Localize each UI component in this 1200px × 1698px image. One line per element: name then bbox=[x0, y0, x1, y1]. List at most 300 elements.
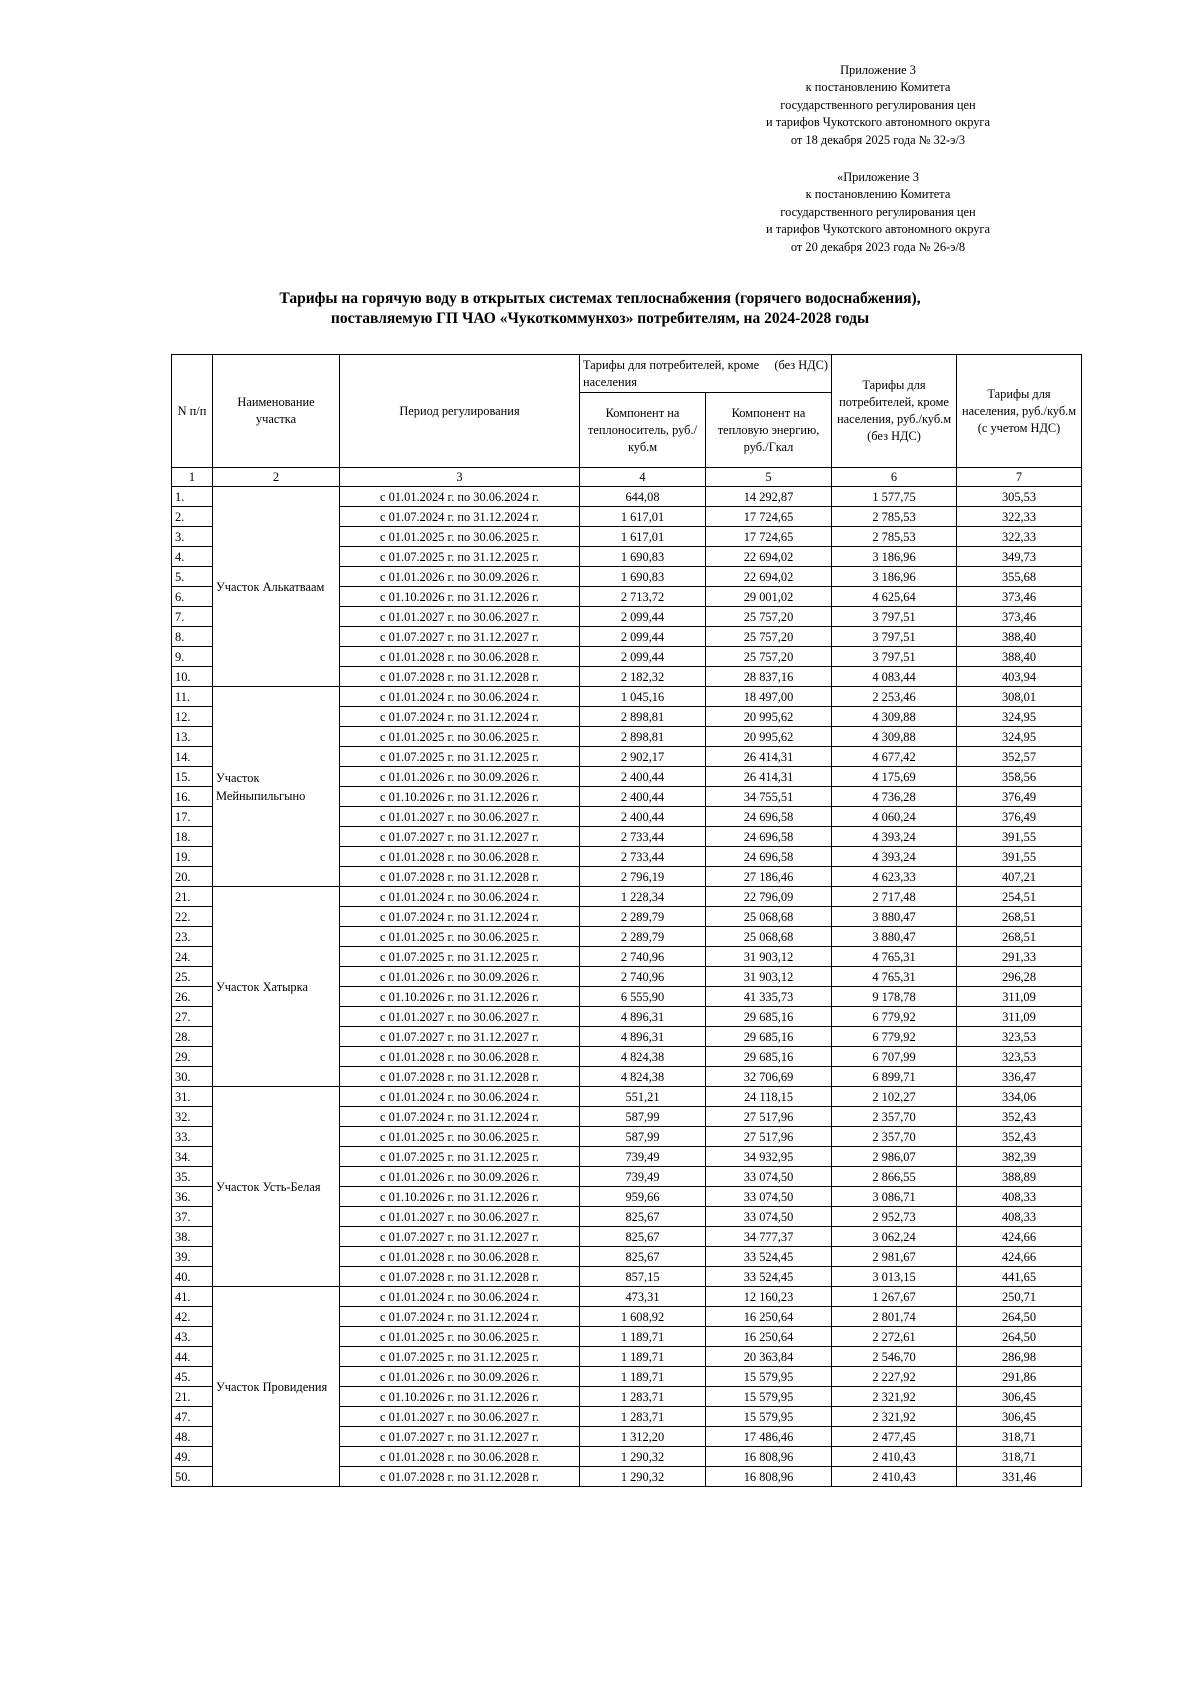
row-carrier-component: 2 400,44 bbox=[580, 787, 706, 807]
row-period: с 01.07.2028 г. по 31.12.2028 г. bbox=[340, 1067, 580, 1087]
row-population-tariff: 306,45 bbox=[957, 1387, 1082, 1407]
header-num: N п/п bbox=[172, 355, 213, 468]
row-number: 17. bbox=[172, 807, 213, 827]
row-population-tariff: 352,43 bbox=[957, 1127, 1082, 1147]
row-carrier-component: 1 290,32 bbox=[580, 1447, 706, 1467]
row-period: с 01.01.2028 г. по 30.06.2028 г. bbox=[340, 1447, 580, 1467]
row-population-tariff: 331,46 bbox=[957, 1467, 1082, 1487]
row-period: с 01.01.2026 г. по 30.09.2026 г. bbox=[340, 767, 580, 787]
row-consumers-tariff: 2 357,70 bbox=[832, 1107, 957, 1127]
row-population-tariff: 391,55 bbox=[957, 847, 1082, 867]
row-carrier-component: 6 555,90 bbox=[580, 987, 706, 1007]
row-energy-component: 17 724,65 bbox=[706, 527, 832, 547]
row-period: с 01.07.2024 г. по 31.12.2024 г. bbox=[340, 1107, 580, 1127]
row-energy-component: 24 696,58 bbox=[706, 827, 832, 847]
row-period: с 01.01.2024 г. по 30.06.2024 г. bbox=[340, 687, 580, 707]
row-population-tariff: 324,95 bbox=[957, 727, 1082, 747]
row-number: 42. bbox=[172, 1307, 213, 1327]
row-energy-component: 33 074,50 bbox=[706, 1167, 832, 1187]
row-period: с 01.01.2024 г. по 30.06.2024 г. bbox=[340, 1287, 580, 1307]
row-period: с 01.07.2025 г. по 31.12.2025 г. bbox=[340, 547, 580, 567]
row-energy-component: 33 074,50 bbox=[706, 1207, 832, 1227]
row-energy-component: 33 524,45 bbox=[706, 1247, 832, 1267]
row-consumers-tariff: 4 736,28 bbox=[832, 787, 957, 807]
row-energy-component: 34 932,95 bbox=[706, 1147, 832, 1167]
row-consumers-tariff: 1 577,75 bbox=[832, 487, 957, 507]
row-number: 35. bbox=[172, 1167, 213, 1187]
row-period: с 01.07.2025 г. по 31.12.2025 г. bbox=[340, 1147, 580, 1167]
row-consumers-tariff: 3 013,15 bbox=[832, 1267, 957, 1287]
row-consumers-tariff: 2 410,43 bbox=[832, 1467, 957, 1487]
row-population-tariff: 322,33 bbox=[957, 527, 1082, 547]
column-number: 7 bbox=[957, 468, 1082, 487]
row-energy-component: 41 335,73 bbox=[706, 987, 832, 1007]
row-consumers-tariff: 2 866,55 bbox=[832, 1167, 957, 1187]
row-population-tariff: 424,66 bbox=[957, 1247, 1082, 1267]
row-consumers-tariff: 4 175,69 bbox=[832, 767, 957, 787]
row-consumers-tariff: 2 801,74 bbox=[832, 1307, 957, 1327]
row-number: 25. bbox=[172, 967, 213, 987]
row-carrier-component: 2 182,32 bbox=[580, 667, 706, 687]
appendix-line: государственного регулирования цен bbox=[780, 204, 976, 219]
row-period: с 01.07.2028 г. по 31.12.2028 г. bbox=[340, 667, 580, 687]
row-period: с 01.07.2028 г. по 31.12.2028 г. bbox=[340, 1267, 580, 1287]
row-number: 5. bbox=[172, 567, 213, 587]
row-period: с 01.07.2028 г. по 31.12.2028 г. bbox=[340, 1467, 580, 1487]
row-population-tariff: 323,53 bbox=[957, 1047, 1082, 1067]
row-number: 9. bbox=[172, 647, 213, 667]
row-carrier-component: 2 099,44 bbox=[580, 627, 706, 647]
appendix-line: государственного регулирования цен bbox=[780, 97, 976, 112]
table-row bbox=[172, 887, 1082, 907]
column-number: 3 bbox=[340, 468, 580, 487]
row-number: 21. bbox=[172, 1387, 213, 1407]
row-period: с 01.01.2026 г. по 30.09.2026 г. bbox=[340, 567, 580, 587]
row-period: с 01.07.2025 г. по 31.12.2025 г. bbox=[340, 747, 580, 767]
row-consumers-tariff: 2 981,67 bbox=[832, 1247, 957, 1267]
row-energy-component: 16 250,64 bbox=[706, 1327, 832, 1347]
row-consumers-tariff: 2 410,43 bbox=[832, 1447, 957, 1467]
site-name: Участок Алькатваам bbox=[213, 487, 340, 687]
row-number: 19. bbox=[172, 847, 213, 867]
appendix-line: к постановлению Комитета bbox=[805, 187, 951, 202]
row-period: с 01.01.2024 г. по 30.06.2024 г. bbox=[340, 887, 580, 907]
row-energy-component: 27 186,46 bbox=[706, 867, 832, 887]
row-energy-component: 34 777,37 bbox=[706, 1227, 832, 1247]
row-energy-component: 31 903,12 bbox=[706, 947, 832, 967]
row-number: 36. bbox=[172, 1187, 213, 1207]
row-consumers-tariff: 4 309,88 bbox=[832, 727, 957, 747]
row-population-tariff: 318,71 bbox=[957, 1427, 1082, 1447]
row-consumers-tariff: 3 062,24 bbox=[832, 1227, 957, 1247]
row-period: с 01.07.2027 г. по 31.12.2027 г. bbox=[340, 627, 580, 647]
row-consumers-tariff: 3 186,96 bbox=[832, 567, 957, 587]
row-energy-component: 16 808,96 bbox=[706, 1467, 832, 1487]
row-population-tariff: 376,49 bbox=[957, 807, 1082, 827]
row-population-tariff: 408,33 bbox=[957, 1207, 1082, 1227]
row-consumers-tariff: 4 309,88 bbox=[832, 707, 957, 727]
row-number: 29. bbox=[172, 1047, 213, 1067]
row-carrier-component: 587,99 bbox=[580, 1127, 706, 1147]
row-carrier-component: 825,67 bbox=[580, 1227, 706, 1247]
row-population-tariff: 352,43 bbox=[957, 1107, 1082, 1127]
row-number: 8. bbox=[172, 627, 213, 647]
row-period: с 01.10.2026 г. по 31.12.2026 г. bbox=[340, 987, 580, 1007]
row-carrier-component: 2 796,19 bbox=[580, 867, 706, 887]
row-energy-component: 16 250,64 bbox=[706, 1307, 832, 1327]
row-consumers-tariff: 2 227,92 bbox=[832, 1367, 957, 1387]
row-energy-component: 17 724,65 bbox=[706, 507, 832, 527]
row-number: 22. bbox=[172, 907, 213, 927]
row-period: с 01.07.2027 г. по 31.12.2027 г. bbox=[340, 1027, 580, 1047]
header-population-tariff: Тарифы для населения, руб./куб.м (с учетом НДС) bbox=[957, 355, 1082, 468]
appendix-line: и тарифов Чукотского автономного округа bbox=[765, 115, 990, 130]
row-number: 15. bbox=[172, 767, 213, 787]
row-number: 24. bbox=[172, 947, 213, 967]
row-energy-component: 25 757,20 bbox=[706, 627, 832, 647]
row-carrier-component: 1 045,16 bbox=[580, 687, 706, 707]
row-number: 39. bbox=[172, 1247, 213, 1267]
row-carrier-component: 2 289,79 bbox=[580, 927, 706, 947]
row-carrier-component: 1 290,32 bbox=[580, 1467, 706, 1487]
row-energy-component: 15 579,95 bbox=[706, 1387, 832, 1407]
row-carrier-component: 1 617,01 bbox=[580, 507, 706, 527]
row-population-tariff: 388,40 bbox=[957, 627, 1082, 647]
row-energy-component: 26 414,31 bbox=[706, 747, 832, 767]
row-number: 27. bbox=[172, 1007, 213, 1027]
row-number: 12. bbox=[172, 707, 213, 727]
row-consumers-tariff: 2 102,27 bbox=[832, 1087, 957, 1107]
row-period: с 01.10.2026 г. по 31.12.2026 г. bbox=[340, 1387, 580, 1407]
row-period: с 01.10.2026 г. по 31.12.2026 г. bbox=[340, 1187, 580, 1207]
row-population-tariff: 352,57 bbox=[957, 747, 1082, 767]
row-carrier-component: 473,31 bbox=[580, 1287, 706, 1307]
row-energy-component: 14 292,87 bbox=[706, 487, 832, 507]
row-carrier-component: 2 289,79 bbox=[580, 907, 706, 927]
row-period: с 01.01.2025 г. по 30.06.2025 г. bbox=[340, 1127, 580, 1147]
row-consumers-tariff: 2 477,45 bbox=[832, 1427, 957, 1447]
row-energy-component: 25 757,20 bbox=[706, 647, 832, 667]
table-row bbox=[172, 1087, 1082, 1107]
appendix-line: от 20 декабря 2023 года № 26-э/8 bbox=[790, 239, 966, 254]
row-population-tariff: 306,45 bbox=[957, 1407, 1082, 1427]
row-carrier-component: 2 099,44 bbox=[580, 647, 706, 667]
row-energy-component: 27 517,96 bbox=[706, 1107, 832, 1127]
row-carrier-component: 4 896,31 bbox=[580, 1027, 706, 1047]
row-energy-component: 22 694,02 bbox=[706, 547, 832, 567]
row-consumers-tariff: 3 186,96 bbox=[832, 547, 957, 567]
appendix-previous bbox=[728, 169, 1028, 256]
tariffs-table bbox=[171, 354, 1082, 1487]
row-consumers-tariff: 4 083,44 bbox=[832, 667, 957, 687]
row-consumers-tariff: 3 797,51 bbox=[832, 627, 957, 647]
appendix-current bbox=[728, 62, 1028, 149]
row-consumers-tariff: 2 272,61 bbox=[832, 1327, 957, 1347]
row-carrier-component: 551,21 bbox=[580, 1087, 706, 1107]
row-period: с 01.01.2028 г. по 30.06.2028 г. bbox=[340, 647, 580, 667]
row-carrier-component: 1 617,01 bbox=[580, 527, 706, 547]
row-population-tariff: 268,51 bbox=[957, 927, 1082, 947]
row-energy-component: 28 837,16 bbox=[706, 667, 832, 687]
row-period: с 01.01.2027 г. по 30.06.2027 г. bbox=[340, 807, 580, 827]
row-number: 7. bbox=[172, 607, 213, 627]
row-energy-component: 27 517,96 bbox=[706, 1127, 832, 1147]
column-number: 6 bbox=[832, 468, 957, 487]
row-consumers-tariff: 6 779,92 bbox=[832, 1027, 957, 1047]
row-consumers-tariff: 4 765,31 bbox=[832, 947, 957, 967]
appendix-line: от 18 декабря 2025 года № 32-э/3 bbox=[790, 132, 966, 147]
row-carrier-component: 2 733,44 bbox=[580, 827, 706, 847]
row-number: 16. bbox=[172, 787, 213, 807]
row-carrier-component: 1 228,34 bbox=[580, 887, 706, 907]
row-carrier-component: 2 400,44 bbox=[580, 767, 706, 787]
header-group-consumers bbox=[580, 355, 832, 393]
title-line-1: Тарифы на горячую воду в открытых системах теплоснабжения (горячего водоснабжения), bbox=[279, 290, 921, 307]
row-consumers-tariff: 6 779,92 bbox=[832, 1007, 957, 1027]
row-population-tariff: 291,33 bbox=[957, 947, 1082, 967]
row-population-tariff: 308,01 bbox=[957, 687, 1082, 707]
row-consumers-tariff: 4 677,42 bbox=[832, 747, 957, 767]
row-period: с 01.10.2026 г. по 31.12.2026 г. bbox=[340, 787, 580, 807]
row-carrier-component: 2 733,44 bbox=[580, 847, 706, 867]
row-population-tariff: 403,94 bbox=[957, 667, 1082, 687]
row-carrier-component: 2 898,81 bbox=[580, 727, 706, 747]
row-number: 28. bbox=[172, 1027, 213, 1047]
row-carrier-component: 2 740,96 bbox=[580, 947, 706, 967]
row-number: 31. bbox=[172, 1087, 213, 1107]
row-number: 13. bbox=[172, 727, 213, 747]
row-consumers-tariff: 2 785,53 bbox=[832, 527, 957, 547]
row-consumers-tariff: 2 785,53 bbox=[832, 507, 957, 527]
row-population-tariff: 311,09 bbox=[957, 1007, 1082, 1027]
row-carrier-component: 825,67 bbox=[580, 1247, 706, 1267]
row-energy-component: 16 808,96 bbox=[706, 1447, 832, 1467]
row-period: с 01.01.2028 г. по 30.06.2028 г. bbox=[340, 847, 580, 867]
row-period: с 01.07.2024 г. по 31.12.2024 г. bbox=[340, 707, 580, 727]
row-consumers-tariff: 3 797,51 bbox=[832, 647, 957, 667]
row-energy-component: 29 685,16 bbox=[706, 1047, 832, 1067]
row-period: с 01.01.2026 г. по 30.09.2026 г. bbox=[340, 1167, 580, 1187]
row-population-tariff: 382,39 bbox=[957, 1147, 1082, 1167]
row-population-tariff: 376,49 bbox=[957, 787, 1082, 807]
row-carrier-component: 1 690,83 bbox=[580, 567, 706, 587]
row-consumers-tariff: 2 321,92 bbox=[832, 1387, 957, 1407]
appendix-line: и тарифов Чукотского автономного округа bbox=[765, 222, 990, 237]
row-energy-component: 25 757,20 bbox=[706, 607, 832, 627]
row-consumers-tariff: 6 899,71 bbox=[832, 1067, 957, 1087]
table-row bbox=[172, 1287, 1082, 1307]
header-component-energy: Компонент на тепловую энергию, руб./Гкал bbox=[706, 393, 832, 468]
row-population-tariff: 388,89 bbox=[957, 1167, 1082, 1187]
row-energy-component: 20 995,62 bbox=[706, 727, 832, 747]
row-number: 30. bbox=[172, 1067, 213, 1087]
row-carrier-component: 4 824,38 bbox=[580, 1047, 706, 1067]
row-number: 21. bbox=[172, 887, 213, 907]
row-energy-component: 15 579,95 bbox=[706, 1407, 832, 1427]
row-carrier-component: 1 283,71 bbox=[580, 1387, 706, 1407]
row-consumers-tariff: 3 880,47 bbox=[832, 927, 957, 947]
row-period: с 01.01.2028 г. по 30.06.2028 г. bbox=[340, 1047, 580, 1067]
row-energy-component: 24 118,15 bbox=[706, 1087, 832, 1107]
row-number: 48. bbox=[172, 1427, 213, 1447]
row-period: с 01.01.2024 г. по 30.06.2024 г. bbox=[340, 487, 580, 507]
row-period: с 01.01.2026 г. по 30.09.2026 г. bbox=[340, 967, 580, 987]
row-carrier-component: 1 608,92 bbox=[580, 1307, 706, 1327]
row-consumers-tariff: 4 625,64 bbox=[832, 587, 957, 607]
row-population-tariff: 424,66 bbox=[957, 1227, 1082, 1247]
row-period: с 01.07.2028 г. по 31.12.2028 г. bbox=[340, 867, 580, 887]
row-carrier-component: 2 898,81 bbox=[580, 707, 706, 727]
row-carrier-component: 1 189,71 bbox=[580, 1327, 706, 1347]
row-number: 40. bbox=[172, 1267, 213, 1287]
row-carrier-component: 2 400,44 bbox=[580, 807, 706, 827]
row-period: с 01.01.2027 г. по 30.06.2027 г. bbox=[340, 1207, 580, 1227]
row-period: с 01.01.2025 г. по 30.06.2025 г. bbox=[340, 927, 580, 947]
row-carrier-component: 1 283,71 bbox=[580, 1407, 706, 1427]
row-number: 34. bbox=[172, 1147, 213, 1167]
row-period: с 01.07.2025 г. по 31.12.2025 г. bbox=[340, 1347, 580, 1367]
row-carrier-component: 857,15 bbox=[580, 1267, 706, 1287]
row-population-tariff: 336,47 bbox=[957, 1067, 1082, 1087]
title-line-2: поставляемую ГП ЧАО «Чукоткоммунхоз» потребителям, на 2024-2028 годы bbox=[330, 310, 870, 327]
row-carrier-component: 739,49 bbox=[580, 1147, 706, 1167]
row-population-tariff: 291,86 bbox=[957, 1367, 1082, 1387]
row-number: 1. bbox=[172, 487, 213, 507]
row-energy-component: 22 694,02 bbox=[706, 567, 832, 587]
site-name: Участок Провидения bbox=[213, 1287, 340, 1487]
row-population-tariff: 391,55 bbox=[957, 827, 1082, 847]
row-population-tariff: 388,40 bbox=[957, 647, 1082, 667]
row-consumers-tariff: 2 717,48 bbox=[832, 887, 957, 907]
row-carrier-component: 739,49 bbox=[580, 1167, 706, 1187]
row-consumers-tariff: 3 086,71 bbox=[832, 1187, 957, 1207]
row-energy-component: 20 995,62 bbox=[706, 707, 832, 727]
row-population-tariff: 268,51 bbox=[957, 907, 1082, 927]
row-energy-component: 33 074,50 bbox=[706, 1187, 832, 1207]
row-carrier-component: 2 713,72 bbox=[580, 587, 706, 607]
row-number: 45. bbox=[172, 1367, 213, 1387]
row-carrier-component: 1 189,71 bbox=[580, 1347, 706, 1367]
row-energy-component: 24 696,58 bbox=[706, 847, 832, 867]
row-consumers-tariff: 2 357,70 bbox=[832, 1127, 957, 1147]
row-period: с 01.07.2025 г. по 31.12.2025 г. bbox=[340, 947, 580, 967]
row-population-tariff: 305,53 bbox=[957, 487, 1082, 507]
row-number: 10. bbox=[172, 667, 213, 687]
row-energy-component: 32 706,69 bbox=[706, 1067, 832, 1087]
row-number: 49. bbox=[172, 1447, 213, 1467]
site-name: Участок Усть-Белая bbox=[213, 1087, 340, 1287]
header-group-vat: (без НДС) bbox=[774, 357, 829, 372]
row-carrier-component: 2 740,96 bbox=[580, 967, 706, 987]
row-period: с 01.01.2026 г. по 30.09.2026 г. bbox=[340, 1367, 580, 1387]
appendix-line: к постановлению Комитета bbox=[805, 80, 951, 95]
row-energy-component: 25 068,68 bbox=[706, 927, 832, 947]
row-energy-component: 29 001,02 bbox=[706, 587, 832, 607]
table-row bbox=[172, 487, 1082, 507]
row-number: 26. bbox=[172, 987, 213, 1007]
row-carrier-component: 587,99 bbox=[580, 1107, 706, 1127]
row-energy-component: 20 363,84 bbox=[706, 1347, 832, 1367]
row-number: 50. bbox=[172, 1467, 213, 1487]
column-numbers-row bbox=[172, 468, 1082, 487]
row-consumers-tariff: 3 797,51 bbox=[832, 607, 957, 627]
row-carrier-component: 4 824,38 bbox=[580, 1067, 706, 1087]
row-carrier-component: 1 189,71 bbox=[580, 1367, 706, 1387]
row-population-tariff: 296,28 bbox=[957, 967, 1082, 987]
row-number: 33. bbox=[172, 1127, 213, 1147]
row-number: 4. bbox=[172, 547, 213, 567]
row-energy-component: 18 497,00 bbox=[706, 687, 832, 707]
row-period: с 01.07.2024 г. по 31.12.2024 г. bbox=[340, 907, 580, 927]
row-number: 20. bbox=[172, 867, 213, 887]
row-carrier-component: 644,08 bbox=[580, 487, 706, 507]
row-consumers-tariff: 9 178,78 bbox=[832, 987, 957, 1007]
row-consumers-tariff: 2 986,07 bbox=[832, 1147, 957, 1167]
row-population-tariff: 324,95 bbox=[957, 707, 1082, 727]
row-population-tariff: 323,53 bbox=[957, 1027, 1082, 1047]
row-number: 44. bbox=[172, 1347, 213, 1367]
row-energy-component: 15 579,95 bbox=[706, 1367, 832, 1387]
row-period: с 01.10.2026 г. по 31.12.2026 г. bbox=[340, 587, 580, 607]
row-consumers-tariff: 4 393,24 bbox=[832, 847, 957, 867]
row-period: с 01.07.2024 г. по 31.12.2024 г. bbox=[340, 507, 580, 527]
row-population-tariff: 322,33 bbox=[957, 507, 1082, 527]
row-number: 37. bbox=[172, 1207, 213, 1227]
appendix-line: «Приложение 3 bbox=[837, 170, 919, 184]
row-consumers-tariff: 2 253,46 bbox=[832, 687, 957, 707]
header-group-label: Тарифы для потребителей, кроме населения bbox=[583, 357, 760, 389]
row-number: 43. bbox=[172, 1327, 213, 1347]
tariffs-table-body bbox=[172, 487, 1082, 1487]
row-period: с 01.07.2027 г. по 31.12.2027 г. bbox=[340, 1427, 580, 1447]
row-carrier-component: 1 312,20 bbox=[580, 1427, 706, 1447]
row-period: с 01.07.2024 г. по 31.12.2024 г. bbox=[340, 1307, 580, 1327]
row-energy-component: 22 796,09 bbox=[706, 887, 832, 907]
header-period: Период регулирования bbox=[340, 355, 580, 468]
row-carrier-component: 959,66 bbox=[580, 1187, 706, 1207]
row-number: 23. bbox=[172, 927, 213, 947]
row-energy-component: 25 068,68 bbox=[706, 907, 832, 927]
row-population-tariff: 286,98 bbox=[957, 1347, 1082, 1367]
row-consumers-tariff: 4 060,24 bbox=[832, 807, 957, 827]
row-population-tariff: 373,46 bbox=[957, 607, 1082, 627]
row-energy-component: 26 414,31 bbox=[706, 767, 832, 787]
row-energy-component: 29 685,16 bbox=[706, 1027, 832, 1047]
table-row bbox=[172, 687, 1082, 707]
row-population-tariff: 355,68 bbox=[957, 567, 1082, 587]
row-population-tariff: 373,46 bbox=[957, 587, 1082, 607]
row-population-tariff: 250,71 bbox=[957, 1287, 1082, 1307]
row-period: с 01.01.2027 г. по 30.06.2027 г. bbox=[340, 1407, 580, 1427]
row-consumers-tariff: 2 546,70 bbox=[832, 1347, 957, 1367]
row-number: 18. bbox=[172, 827, 213, 847]
row-consumers-tariff: 2 321,92 bbox=[832, 1407, 957, 1427]
row-number: 32. bbox=[172, 1107, 213, 1127]
row-number: 38. bbox=[172, 1227, 213, 1247]
row-period: с 01.01.2025 г. по 30.06.2025 г. bbox=[340, 527, 580, 547]
row-population-tariff: 311,09 bbox=[957, 987, 1082, 1007]
row-number: 3. bbox=[172, 527, 213, 547]
row-number: 11. bbox=[172, 687, 213, 707]
row-period: с 01.01.2024 г. по 30.06.2024 г. bbox=[340, 1087, 580, 1107]
row-population-tariff: 264,50 bbox=[957, 1327, 1082, 1347]
row-energy-component: 34 755,51 bbox=[706, 787, 832, 807]
row-consumers-tariff: 4 765,31 bbox=[832, 967, 957, 987]
row-population-tariff: 334,06 bbox=[957, 1087, 1082, 1107]
row-carrier-component: 2 902,17 bbox=[580, 747, 706, 767]
row-energy-component: 33 524,45 bbox=[706, 1267, 832, 1287]
document-title bbox=[0, 289, 1200, 329]
